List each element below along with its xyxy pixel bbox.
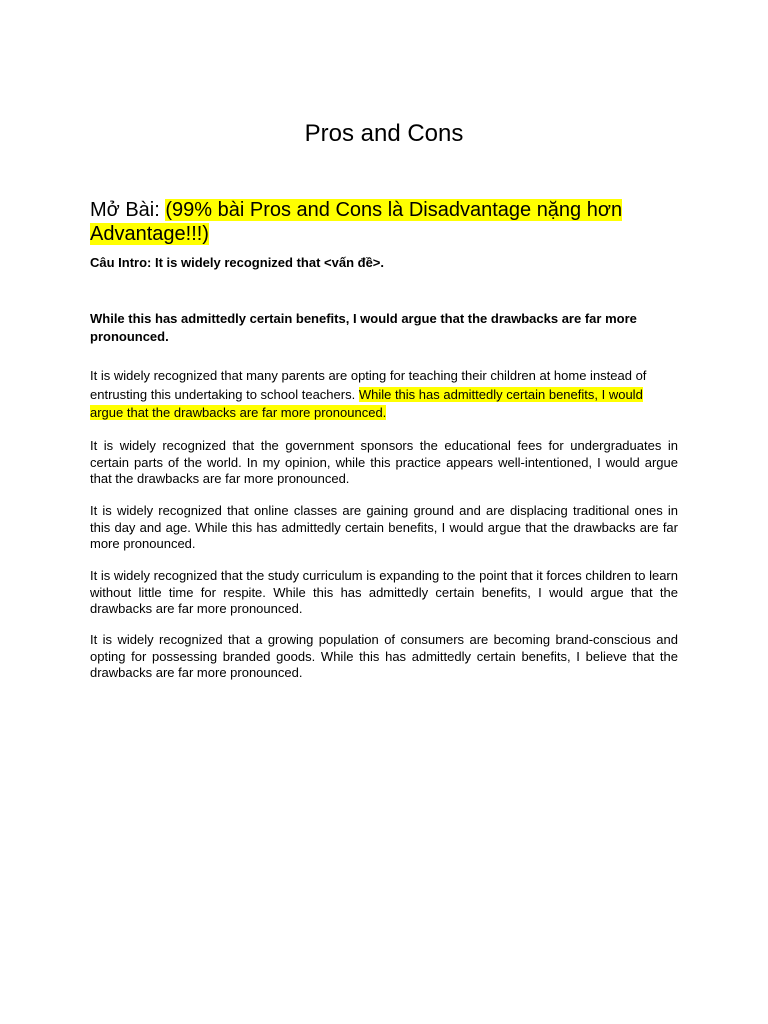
example-paragraph <box>90 568 678 618</box>
section-heading-label: Mở Bài: <box>90 199 166 221</box>
thesis-sentence: While this has admittedly certain benefits, I would argue that the drawbacks are far more pronounced. <box>90 311 637 344</box>
intro-sentence: Câu Intro: It is widely recognized that <vấn đề>. <box>90 255 385 270</box>
example-highlight: While this has admittedly certain benefits, I would argue that the drawbacks are far more pronounced. <box>90 386 643 420</box>
section-heading <box>90 198 680 246</box>
example-text: It is widely recognized that many parents are opting for teaching their children at home instead of entrusting this undertaking to school teachers. <box>90 368 647 402</box>
document-title: Pros and Cons <box>304 120 464 147</box>
example-text: It is widely recognized that the government sponsors the educational fees for undergraduates in certain parts of the world. In my opinion, while this practice appears well-intentioned, I would argue that the drawbacks are far more pronounced. <box>90 438 678 486</box>
example-paragraph <box>90 438 678 488</box>
example-text: It is widely recognized that the study curriculum is expanding to the point that it forces children to learn without little time for respite. While this has admittedly certain benefits, I would argue that the drawbacks are far more pronounced. <box>90 568 678 616</box>
example-text: It is widely recognized that online classes are gaining ground and are displacing traditional ones in this day and age. While this has admittedly certain benefits, I would argue that the drawbacks are far more pronounced. <box>90 503 678 551</box>
example-paragraph <box>90 367 678 423</box>
example-paragraph <box>90 503 678 553</box>
example-paragraph <box>90 632 678 682</box>
section-heading-highlight: (99% bài Pros and Cons là Disadvantage nặng hơn Advantage!!!) <box>90 199 623 245</box>
example-text: It is widely recognized that a growing population of consumers are becoming brand-conscious and opting for possessing branded goods. While this has admittedly certain benefits, I believe that the drawbacks are far more pronounced. <box>90 632 678 680</box>
